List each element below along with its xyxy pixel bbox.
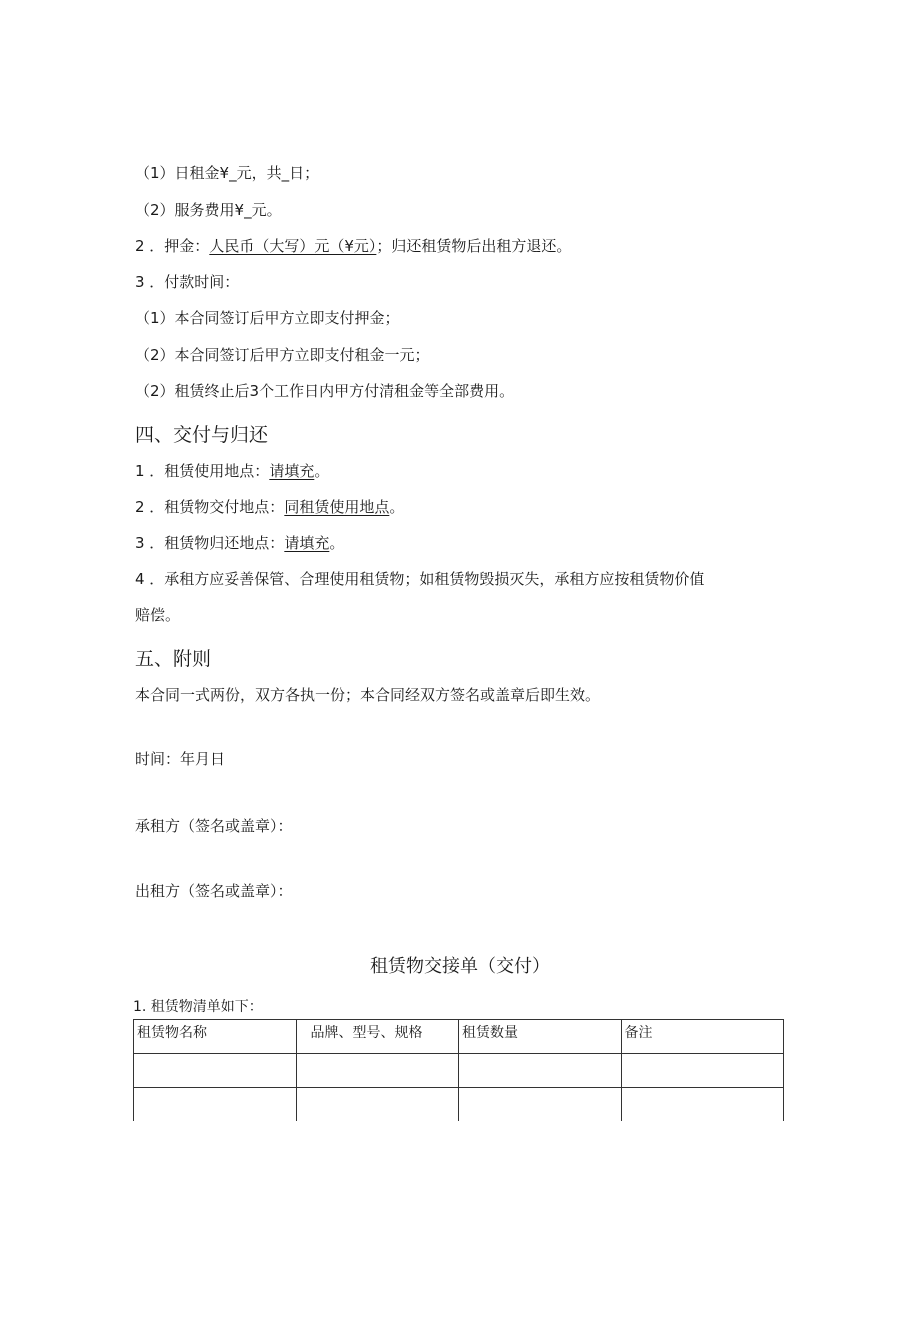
header-quantity: 租赁数量 bbox=[459, 1020, 622, 1054]
section-4-heading: 四、交付与归还 bbox=[135, 424, 269, 446]
payment-item-2: （2）本合同签订后甲方立即支付租金一元； bbox=[135, 346, 430, 364]
handover-title: 租赁物交接单（交付） bbox=[370, 956, 550, 977]
table-cell[interactable] bbox=[621, 1088, 784, 1122]
deposit-line bbox=[135, 235, 571, 257]
header-brand-spec: 品牌、型号、规格 bbox=[296, 1020, 459, 1054]
table-cell[interactable] bbox=[296, 1088, 459, 1122]
item-list-label: 1. 租赁物清单如下： bbox=[133, 999, 263, 1015]
deposit-suffix: ；归还租赁物后出租方退还。 bbox=[376, 237, 572, 255]
section-5-heading: 五、附则 bbox=[135, 648, 212, 670]
rent-daily-line: （1）日租金¥_元，共_日； bbox=[135, 164, 320, 182]
delivery-location-label: 2 ．租赁物交付地点： bbox=[135, 498, 285, 516]
use-location-label: 1 ．租赁使用地点： bbox=[135, 462, 270, 480]
table-cell[interactable] bbox=[459, 1054, 622, 1088]
table-header-row bbox=[134, 1020, 784, 1054]
delivery-location-line bbox=[135, 496, 404, 518]
service-fee-line: （2）服务费用¥_元。 bbox=[135, 201, 282, 219]
signature-date: 时间：年月日 bbox=[135, 750, 226, 768]
use-location-field: 请填充 bbox=[269, 462, 315, 480]
use-location-end: 。 bbox=[314, 462, 330, 480]
delivery-location-field: 同租赁使用地点 bbox=[284, 498, 390, 516]
deposit-prefix: 2 ．押金： bbox=[135, 237, 210, 255]
lessee-signature: 承租方（签名或盖章）： bbox=[135, 817, 293, 835]
lessor-signature: 出租方（签名或盖章）： bbox=[135, 882, 293, 900]
return-location-label: 3 ．租赁物归还地点： bbox=[135, 534, 285, 552]
table-cell[interactable] bbox=[134, 1088, 297, 1122]
header-remarks: 备注 bbox=[621, 1020, 784, 1054]
table-row bbox=[134, 1054, 784, 1088]
custody-clause-line-1: 4 ．承租方应妥善保管、合理使用租赁物；如租赁物毁损灭失，承租方应按租赁物价值 bbox=[135, 570, 705, 588]
table-cell[interactable] bbox=[621, 1054, 784, 1088]
payment-item-1: （1）本合同签订后甲方立即支付押金； bbox=[135, 309, 400, 327]
header-item-name: 租赁物名称 bbox=[134, 1020, 297, 1054]
table-cell[interactable] bbox=[296, 1054, 459, 1088]
page-cutoff bbox=[0, 1121, 920, 1321]
deposit-amount-field: 人民币（大写）元（¥元） bbox=[209, 237, 377, 255]
table-row bbox=[134, 1088, 784, 1122]
return-location-end: 。 bbox=[329, 534, 345, 552]
return-location-line bbox=[135, 532, 344, 554]
payment-time-heading: 3 ．付款时间： bbox=[135, 273, 240, 291]
payment-item-3: （2）租赁终止后3个工作日内甲方付清租金等全部费用。 bbox=[135, 382, 515, 400]
item-list-table bbox=[133, 1019, 784, 1121]
delivery-location-end: 。 bbox=[389, 498, 405, 516]
return-location-field: 请填充 bbox=[284, 534, 330, 552]
table-cell[interactable] bbox=[134, 1054, 297, 1088]
use-location-line bbox=[135, 460, 329, 482]
custody-clause-line-2: 赔偿。 bbox=[135, 606, 181, 624]
table-cell[interactable] bbox=[459, 1088, 622, 1122]
supplementary-text: 本合同一式两份，双方各执一份；本合同经双方签名或盖章后即生效。 bbox=[135, 686, 601, 704]
